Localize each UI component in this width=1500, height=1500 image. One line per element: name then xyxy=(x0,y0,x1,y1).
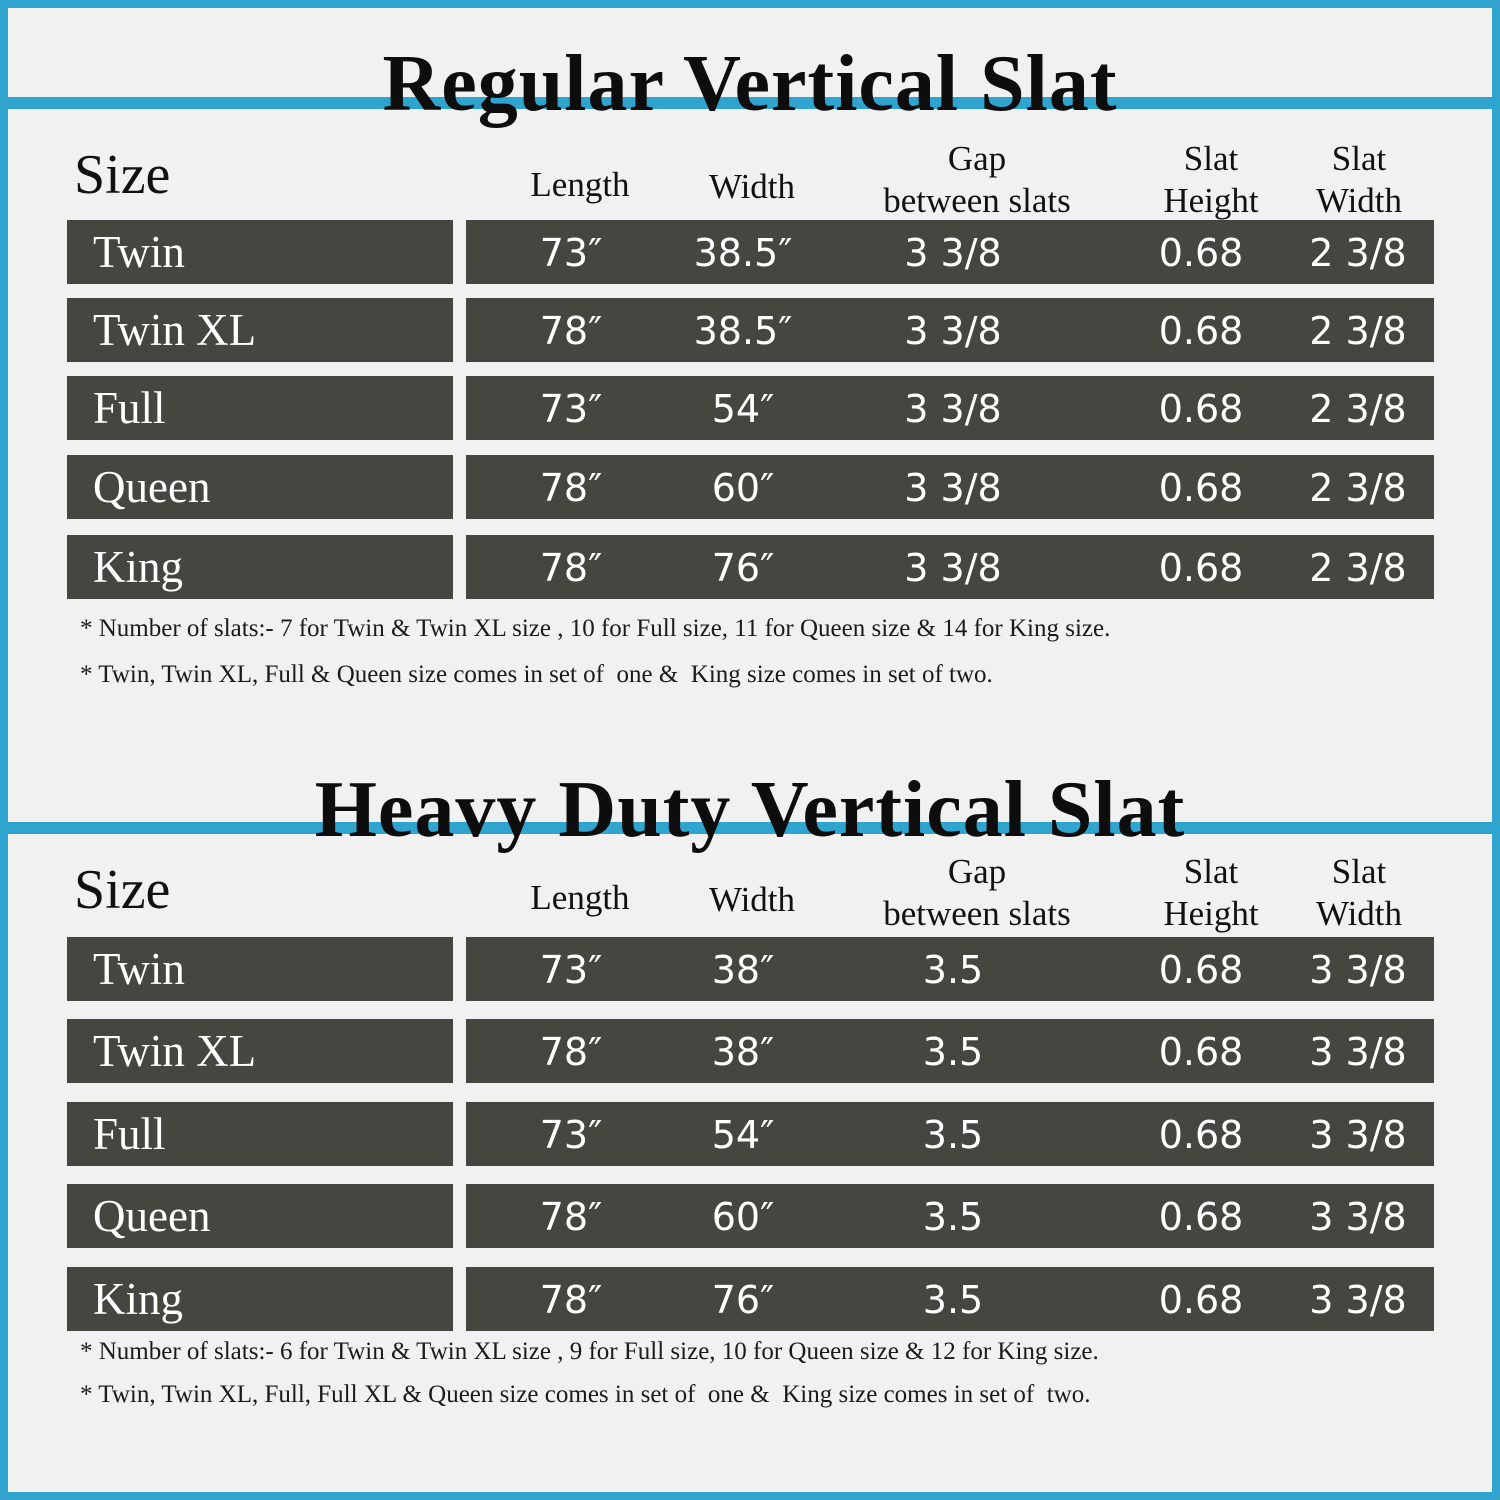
heavy-duty-slat-section xyxy=(0,725,1500,1445)
slat-height-header xyxy=(1136,851,1286,935)
slat-height-value: 0.68 xyxy=(1158,231,1244,275)
table-row xyxy=(0,535,1500,599)
length-value: 73″ xyxy=(539,948,603,992)
slat-width-value: 2 3/8 xyxy=(1309,466,1407,510)
gap-value: 3.5 xyxy=(922,1030,984,1074)
gap-value: 3.5 xyxy=(922,1195,984,1239)
size-header: Size xyxy=(74,144,171,206)
dimension-cells xyxy=(466,376,1434,440)
slat-height-value: 0.68 xyxy=(1158,387,1244,431)
gap-value: 3 3/8 xyxy=(904,387,1002,431)
gap-value: 3 3/8 xyxy=(904,231,1002,275)
size-cell: Full xyxy=(67,1102,453,1166)
slat-height-header-line2: Height xyxy=(1163,181,1259,220)
width-value: 54″ xyxy=(711,1113,775,1157)
slat-height-value: 0.68 xyxy=(1158,1030,1244,1074)
width-value: 60″ xyxy=(711,466,775,510)
size-cell: Queen xyxy=(67,455,453,519)
set-note: * Twin, Twin XL, Full, Full XL & Queen size comes in set of one & King size comes in set of two. xyxy=(80,1381,1091,1408)
dimension-cells xyxy=(466,298,1434,362)
gap-header xyxy=(852,138,1102,222)
length-value: 78″ xyxy=(539,1195,603,1239)
slat-width-value: 3 3/8 xyxy=(1309,1030,1407,1074)
width-header: Width xyxy=(708,167,796,206)
size-cell: Full xyxy=(67,376,453,440)
length-value: 78″ xyxy=(539,466,603,510)
dimension-cells xyxy=(466,1184,1434,1248)
slat-height-header-line1: Slat xyxy=(1183,139,1239,178)
table-row xyxy=(0,1267,1500,1331)
slat-width-value: 3 3/8 xyxy=(1309,1278,1407,1322)
length-value: 73″ xyxy=(539,231,603,275)
width-value: 54″ xyxy=(711,387,775,431)
slat-height-value: 0.68 xyxy=(1158,1195,1244,1239)
table-row xyxy=(0,298,1500,362)
slat-width-header xyxy=(1284,851,1434,935)
length-value: 78″ xyxy=(539,1030,603,1074)
set-note: * Twin, Twin XL, Full & Queen size comes in set of one & King size comes in set of two. xyxy=(80,661,993,688)
slat-width-header-line2: Width xyxy=(1315,894,1403,933)
slat-width-value: 3 3/8 xyxy=(1309,1113,1407,1157)
table-row xyxy=(0,1184,1500,1248)
slat-width-value: 3 3/8 xyxy=(1309,948,1407,992)
gap-value: 3 3/8 xyxy=(904,466,1002,510)
dimension-cells xyxy=(466,1019,1434,1083)
gap-value: 3.5 xyxy=(922,1113,984,1157)
regular-slat-section xyxy=(0,0,1500,720)
slat-width-value: 2 3/8 xyxy=(1309,387,1407,431)
gap-value: 3.5 xyxy=(922,948,984,992)
slat-height-value: 0.68 xyxy=(1158,309,1244,353)
slat-height-value: 0.68 xyxy=(1158,948,1244,992)
length-header: Length xyxy=(530,165,630,204)
width-value: 38″ xyxy=(711,948,775,992)
size-cell: Twin XL xyxy=(67,1019,453,1083)
size-cell: Twin XL xyxy=(67,298,453,362)
length-value: 78″ xyxy=(539,546,603,590)
gap-header xyxy=(852,851,1102,935)
table-row xyxy=(0,937,1500,1001)
size-cell: Twin xyxy=(67,220,453,284)
slat-width-header-line1: Slat xyxy=(1331,139,1387,178)
dimension-cells xyxy=(466,220,1434,284)
dimension-cells xyxy=(466,1102,1434,1166)
size-cell: Queen xyxy=(67,1184,453,1248)
slat-width-value: 2 3/8 xyxy=(1309,309,1407,353)
slat-count-note: * Number of slats:- 7 for Twin & Twin XL size , 10 for Full size, 11 for Queen size & 14 for King size. xyxy=(80,615,1111,642)
width-value: 38.5″ xyxy=(693,309,793,353)
width-value: 38.5″ xyxy=(693,231,793,275)
gap-header-line1: Gap xyxy=(947,139,1007,178)
length-value: 73″ xyxy=(539,1113,603,1157)
dimension-cells xyxy=(466,1267,1434,1331)
slat-height-value: 0.68 xyxy=(1158,1113,1244,1157)
gap-header-line1: Gap xyxy=(947,852,1007,891)
dimension-cells xyxy=(466,535,1434,599)
length-value: 78″ xyxy=(539,1278,603,1322)
slat-height-header-line1: Slat xyxy=(1183,852,1239,891)
gap-value: 3 3/8 xyxy=(904,309,1002,353)
dimension-cells xyxy=(466,937,1434,1001)
dimension-cells xyxy=(466,455,1434,519)
table-row xyxy=(0,220,1500,284)
size-cell: King xyxy=(67,1267,453,1331)
gap-value: 3.5 xyxy=(922,1278,984,1322)
size-header: Size xyxy=(74,859,171,921)
slat-width-header xyxy=(1284,138,1434,222)
size-cell: Twin xyxy=(67,937,453,1001)
table-row xyxy=(0,1102,1500,1166)
width-value: 76″ xyxy=(711,546,775,590)
slat-width-header-line2: Width xyxy=(1315,181,1403,220)
slat-count-note: * Number of slats:- 6 for Twin & Twin XL size , 9 for Full size, 10 for Queen size & 12 for King size. xyxy=(80,1338,1099,1365)
gap-header-line2: between slats xyxy=(883,181,1071,220)
gap-value: 3 3/8 xyxy=(904,546,1002,590)
length-header: Length xyxy=(530,878,630,917)
width-header: Width xyxy=(708,880,796,919)
slat-width-value: 2 3/8 xyxy=(1309,231,1407,275)
slat-height-header-line2: Height xyxy=(1163,894,1259,933)
slat-width-value: 3 3/8 xyxy=(1309,1195,1407,1239)
section-title: Heavy Duty Vertical Slat xyxy=(314,766,1186,854)
width-value: 60″ xyxy=(711,1195,775,1239)
table-row xyxy=(0,1019,1500,1083)
slat-height-value: 0.68 xyxy=(1158,1278,1244,1322)
size-cell: King xyxy=(67,535,453,599)
gap-header-line2: between slats xyxy=(883,894,1071,933)
length-value: 73″ xyxy=(539,387,603,431)
slat-height-value: 0.68 xyxy=(1158,466,1244,510)
slat-height-value: 0.68 xyxy=(1158,546,1244,590)
slat-height-header xyxy=(1136,138,1286,222)
width-value: 38″ xyxy=(711,1030,775,1074)
width-value: 76″ xyxy=(711,1278,775,1322)
length-value: 78″ xyxy=(539,309,603,353)
table-row xyxy=(0,376,1500,440)
slat-width-header-line1: Slat xyxy=(1331,852,1387,891)
table-row xyxy=(0,455,1500,519)
slat-width-value: 2 3/8 xyxy=(1309,546,1407,590)
section-title: Regular Vertical Slat xyxy=(382,40,1118,128)
